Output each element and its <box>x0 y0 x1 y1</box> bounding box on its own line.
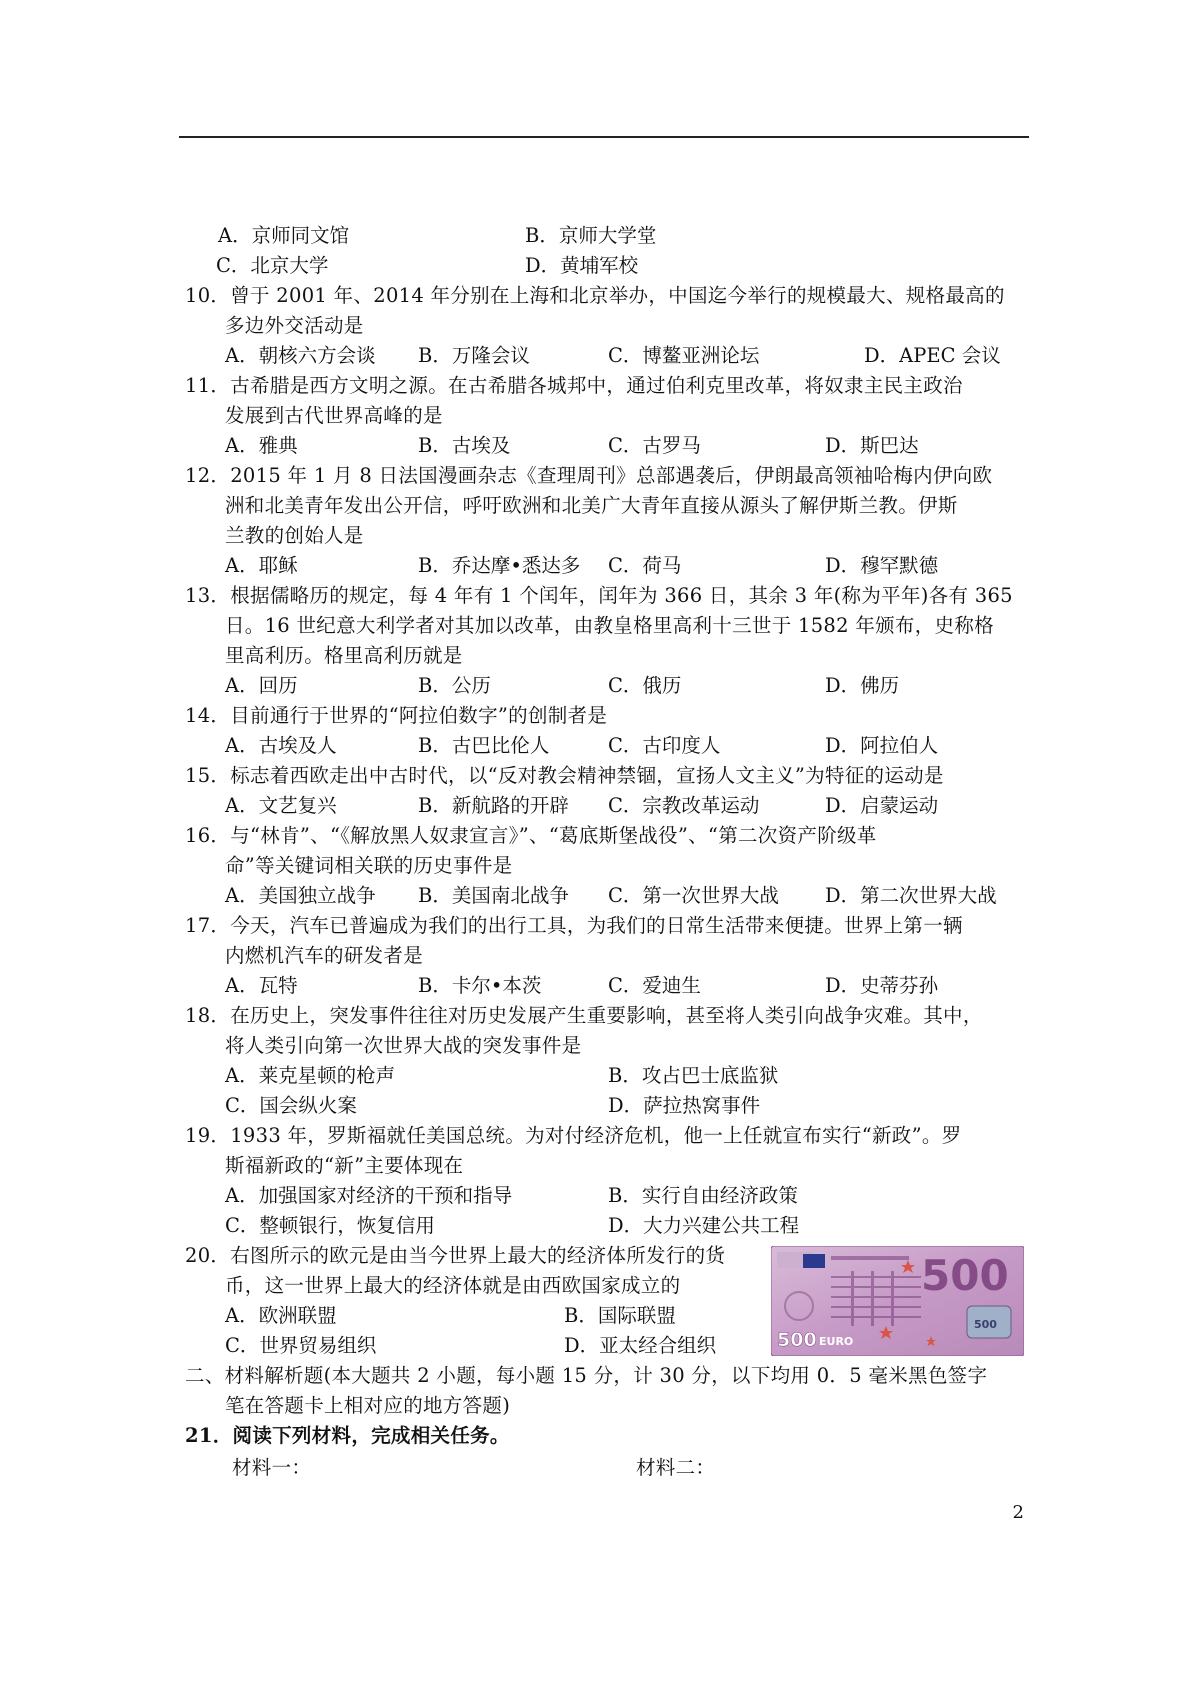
q17-option-a: A．瓦特 <box>225 974 298 997</box>
q15-option-d: D．启蒙运动 <box>825 794 939 817</box>
q15-stem-line1: 15．标志着西欧走出中古时代，以“反对教会精神禁锢，宣扬人文主义”为特征的运动是 <box>185 764 944 787</box>
q17-option-c: C．爱迪生 <box>608 974 701 997</box>
q16-option-d: D．第二次世界大战 <box>825 884 997 907</box>
q15-option-b: B．新航路的开辟 <box>418 794 569 817</box>
q21-title: 21．阅读下列材料，完成相关任务。 <box>185 1424 510 1447</box>
q18-stem-line2: 将人类引向第一次世界大战的突发事件是 <box>225 1034 582 1057</box>
banknote-large-denomination: 500 <box>921 1251 1009 1300</box>
q12-option-a: A．耶稣 <box>225 554 298 577</box>
q13-option-b: B．公历 <box>418 674 491 697</box>
q10-option-c: C．博鳌亚洲论坛 <box>608 344 760 367</box>
q16-option-b: B．美国南北战争 <box>418 884 569 907</box>
banknote-euro-label: EURO <box>819 1335 854 1348</box>
q19-option-d: D．大力兴建公共工程 <box>608 1214 800 1237</box>
q20-stem-line1: 20．右图所示的欧元是由当今世界上最大的经济体所发行的货 <box>185 1244 726 1267</box>
q10-option-a: A．朝核六方会谈 <box>225 344 376 367</box>
euro-banknote-image <box>771 1246 1024 1356</box>
header-rule <box>179 136 1029 138</box>
q19-option-c: C．整顿银行，恢复信用 <box>225 1214 435 1237</box>
q17-option-b: B．卡尔•本茨 <box>418 974 542 997</box>
q13-option-d: D．佛历 <box>825 674 900 697</box>
q9-option-b: B．京师大学堂 <box>525 224 657 247</box>
q12-stem-line3: 兰教的创始人是 <box>225 524 364 547</box>
q9-option-c: C．北京大学 <box>216 254 329 277</box>
q21-material-two-label: 材料二： <box>636 1456 716 1479</box>
q19-option-b: B．实行自由经济政策 <box>608 1184 798 1207</box>
q10-option-b: B．万隆会议 <box>418 344 530 367</box>
q20-option-b: B．国际联盟 <box>564 1304 676 1327</box>
q17-stem-line2: 内燃机汽车的研发者是 <box>225 944 424 967</box>
q9-option-a: A．京师同文馆 <box>218 224 350 247</box>
q16-option-c: C．第一次世界大战 <box>608 884 779 907</box>
q14-option-a: A．古埃及人 <box>225 734 337 757</box>
q20-option-a: A．欧洲联盟 <box>225 1304 337 1327</box>
q17-stem-line1: 17．今天，汽车已普遍成为我们的出行工具，为我们的日常生活带来便捷。世界上第一辆 <box>185 914 963 937</box>
q20-option-d: D．亚太经合组织 <box>564 1334 717 1357</box>
page-number: 2 <box>1012 1502 1024 1523</box>
section2-heading-line2: 笔在答题卡上相对应的地方答题) <box>225 1394 511 1417</box>
q15-option-a: A．文艺复兴 <box>225 794 337 817</box>
q19-stem-line2: 斯福新政的“新”主要体现在 <box>225 1154 464 1177</box>
q18-option-c: C．国会纵火案 <box>225 1094 357 1117</box>
q12-stem-line1: 12．2015 年 1 月 8 日法国漫画杂志《查理周刊》总部遇袭后，伊朗最高领袖哈梅内伊向欧 <box>185 464 993 487</box>
q11-stem-line1: 11．古希腊是西方文明之源。在古希腊各城邦中，通过伯利克里改革，将奴隶主民主政治 <box>185 374 963 397</box>
q11-option-c: C．古罗马 <box>608 434 701 457</box>
q11-option-b: B．古埃及 <box>418 434 511 457</box>
q18-option-d: D．萨拉热窝事件 <box>608 1094 761 1117</box>
q10-stem-line2: 多边外交活动是 <box>225 314 364 337</box>
q14-stem-line1: 14．目前通行于世界的“阿拉伯数字”的创制者是 <box>185 704 608 727</box>
q18-option-a: A．莱克星顿的枪声 <box>225 1064 396 1087</box>
q14-option-c: C．古印度人 <box>608 734 721 757</box>
q21-material-one-label: 材料一： <box>232 1456 312 1479</box>
q11-option-d: D．斯巴达 <box>825 434 919 457</box>
q10-option-d: D．APEC 会议 <box>864 344 1001 367</box>
q12-option-b: B．乔达摩•悉达多 <box>418 554 581 577</box>
q13-stem-line1: 13．根据儒略历的规定，每 4 年有 1 个闰年，闰年为 366 日，其余 3 年(称为平年)各有 365 <box>185 584 1013 607</box>
q20-option-c: C．世界贸易组织 <box>225 1334 377 1357</box>
banknote-small-denomination: 500 <box>777 1329 817 1351</box>
q19-stem-line1: 19．1933 年，罗斯福就任美国总统。为对付经济危机，他一上任就宣布实行“新政”。罗 <box>185 1124 962 1147</box>
q19-option-a: A．加强国家对经济的干预和指导 <box>225 1184 513 1207</box>
q14-option-b: B．古巴比伦人 <box>418 734 550 757</box>
q13-option-c: C．俄历 <box>608 674 682 697</box>
q10-stem-line1: 10．曾于 2001 年、2014 年分别在上海和北京举办，中国迄今举行的规模最大、规格最高的 <box>185 284 1005 307</box>
q11-stem-line2: 发展到古代世界高峰的是 <box>225 404 443 427</box>
q13-stem-line2: 日。16 世纪意大利学者对其加以改革，由教皇格里高利十三世于 1582 年颁布，史称格 <box>225 614 994 637</box>
q12-option-d: D．穆罕默德 <box>825 554 939 577</box>
q18-stem-line1: 18．在历史上，突发事件往往对历史发展产生重要影响，甚至将人类引向战争灾难。其中， <box>185 1004 983 1027</box>
q15-option-c: C．宗教改革运动 <box>608 794 760 817</box>
q20-stem-line2: 币，这一世界上最大的经济体就是由西欧国家成立的 <box>225 1274 681 1297</box>
q14-option-d: D．阿拉伯人 <box>825 734 939 757</box>
q16-stem-line1: 16．与“林肯”、“《解放黑人奴隶宣言》”、“葛底斯堡战役”、“第二次资产阶级革 <box>185 824 877 847</box>
q13-option-a: A．回历 <box>225 674 298 697</box>
q16-option-a: A．美国独立战争 <box>225 884 376 907</box>
q9-option-d: D．黄埔军校 <box>525 254 639 277</box>
q12-option-c: C．荷马 <box>608 554 682 577</box>
banknote-hologram-denomination: 500 <box>974 1318 997 1331</box>
q18-option-b: B．攻占巴士底监狱 <box>608 1064 779 1087</box>
q13-stem-line3: 里高利历。格里高利历就是 <box>225 644 463 667</box>
q17-option-d: D．史蒂芬孙 <box>825 974 939 997</box>
q12-stem-line2: 洲和北美青年发出公开信，呼吁欧洲和北美广大青年直接从源头了解伊斯兰教。伊斯 <box>225 494 958 517</box>
q11-option-a: A．雅典 <box>225 434 298 457</box>
section2-heading-line1: 二、材料解析题(本大题共 2 小题，每小题 15 分，计 30 分，以下均用 0．5 毫米黑色签字 <box>185 1364 988 1387</box>
q16-stem-line2: 命”等关键词相关联的历史事件是 <box>225 854 513 877</box>
